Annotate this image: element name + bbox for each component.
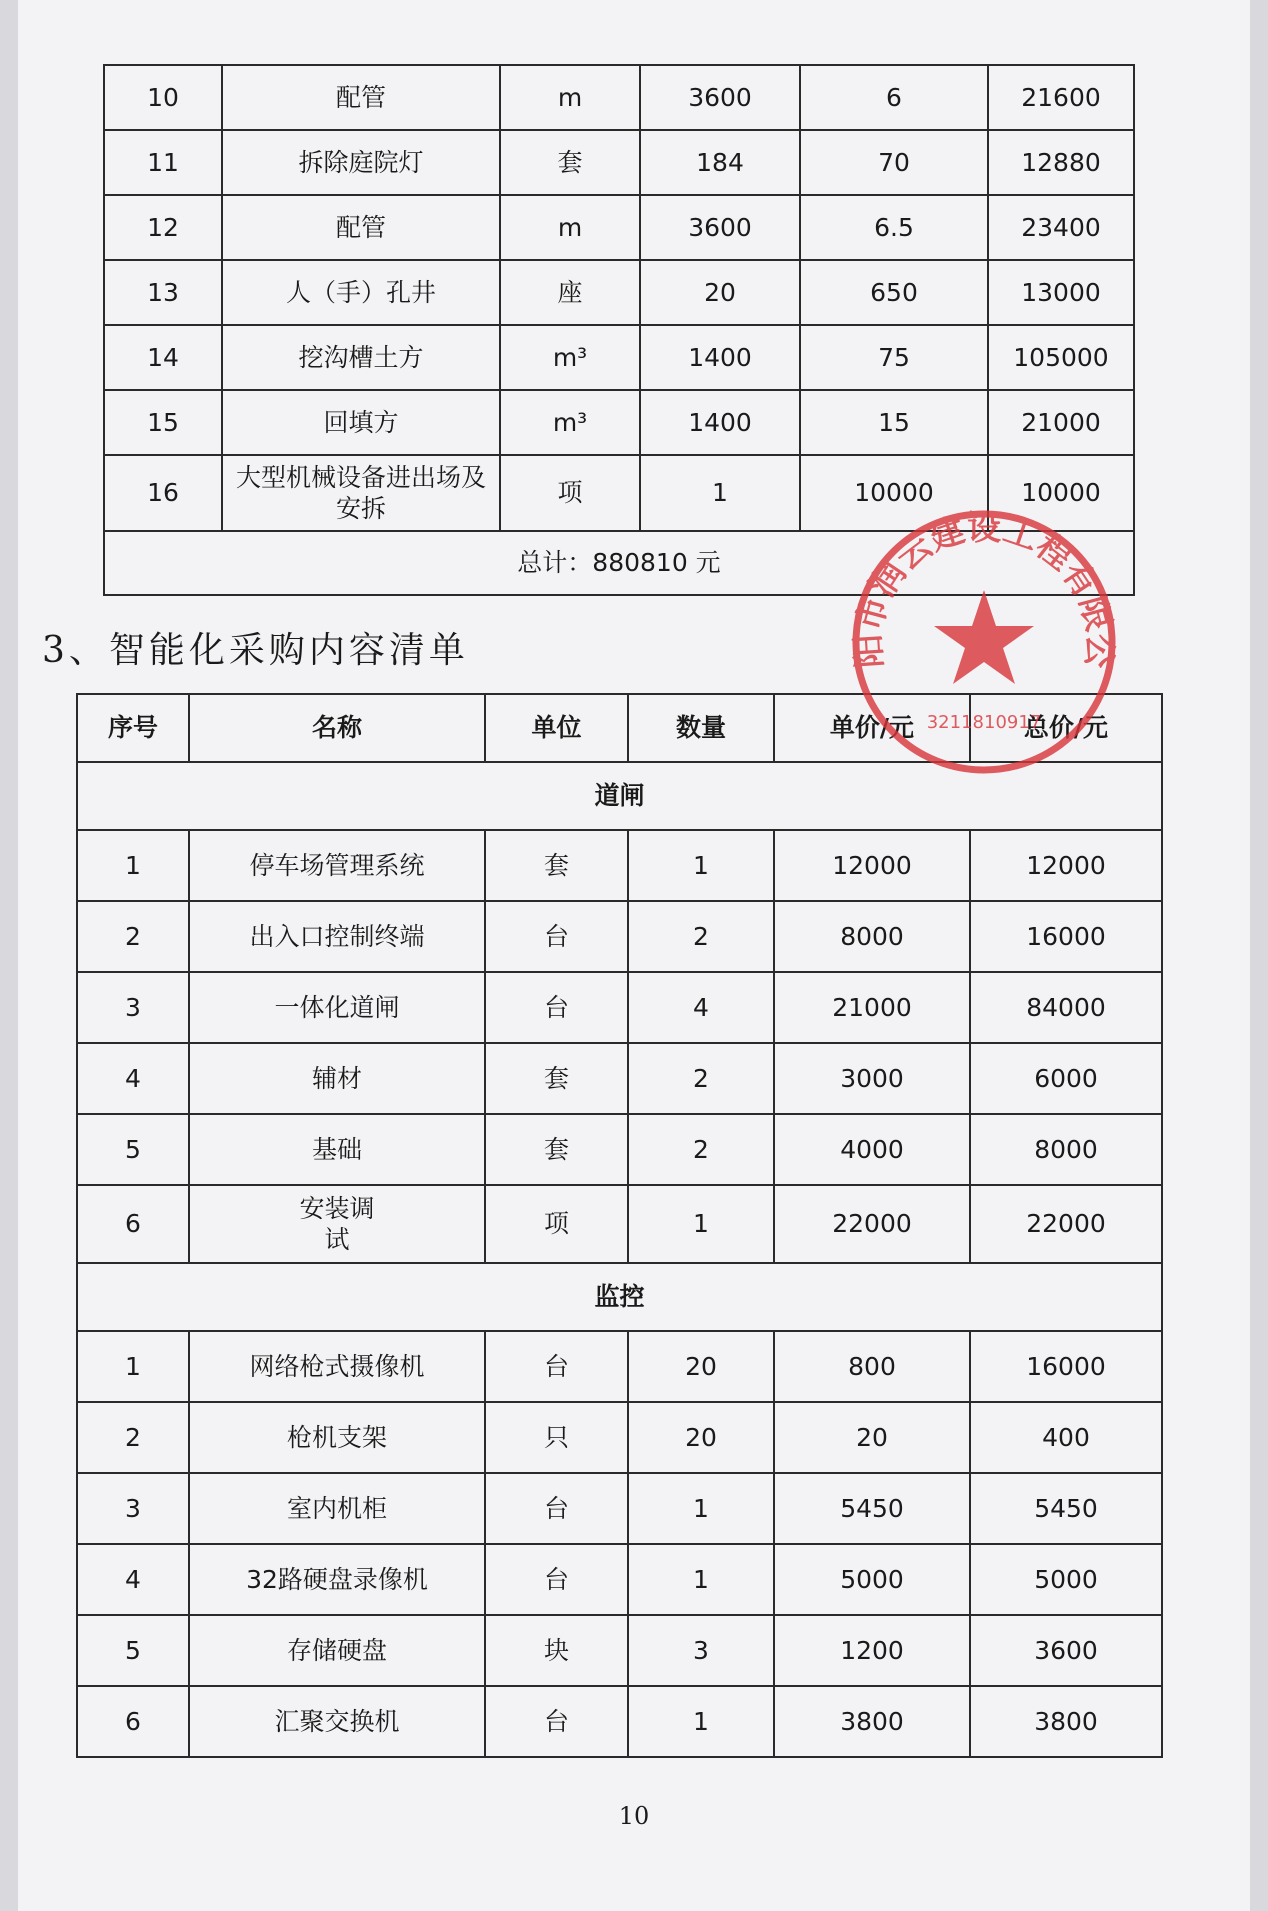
cell-qty: 1 [628, 1185, 774, 1263]
group-title: 监控 [77, 1263, 1162, 1331]
cell-price: 15 [800, 390, 988, 455]
cell-qty: 1400 [640, 325, 800, 390]
header-name: 名称 [189, 694, 485, 762]
cell-no: 10 [104, 65, 222, 130]
header-qty: 数量 [628, 694, 774, 762]
cell-qty: 1 [640, 455, 800, 531]
cell-price: 5450 [774, 1473, 970, 1544]
table-row [104, 260, 1134, 325]
cell-name: 大型机械设备进出场及安拆 [222, 455, 500, 531]
cell-no: 16 [104, 455, 222, 531]
cell-total: 5000 [970, 1544, 1162, 1615]
document-page [18, 0, 1250, 1911]
cell-unit: 台 [485, 1686, 628, 1757]
section-heading: 3、智能化采购内容清单 [42, 630, 469, 671]
cell-qty: 4 [628, 972, 774, 1043]
cell-no: 13 [104, 260, 222, 325]
table-row [104, 65, 1134, 130]
cell-total: 8000 [970, 1114, 1162, 1185]
page-number: 10 [618, 1802, 650, 1830]
cell-unit: 项 [485, 1185, 628, 1263]
cell-total: 21600 [988, 65, 1134, 130]
cell-unit: 台 [485, 1331, 628, 1402]
cell-name: 出入口控制终端 [189, 901, 485, 972]
cell-total: 22000 [970, 1185, 1162, 1263]
cell-unit: 套 [485, 830, 628, 901]
cell-price: 8000 [774, 901, 970, 972]
group-title: 道闸 [77, 762, 1162, 830]
cell-name: 安装调试 [189, 1185, 485, 1263]
cell-qty: 1 [628, 830, 774, 901]
cell-qty: 2 [628, 901, 774, 972]
cell-qty: 1 [628, 1544, 774, 1615]
cell-total: 3800 [970, 1686, 1162, 1757]
cell-price: 6 [800, 65, 988, 130]
table-row [77, 972, 1162, 1043]
cell-price: 1200 [774, 1615, 970, 1686]
cell-qty: 3 [628, 1615, 774, 1686]
cell-no: 5 [77, 1114, 189, 1185]
cell-unit: 套 [485, 1043, 628, 1114]
cell-unit: 座 [500, 260, 640, 325]
cell-name: 基础 [189, 1114, 485, 1185]
cell-name: 汇聚交换机 [189, 1686, 485, 1757]
cell-price: 21000 [774, 972, 970, 1043]
seal-text: 阳市润云建设工程有限公 [848, 508, 1120, 670]
cell-name: 枪机支架 [189, 1402, 485, 1473]
table-row [104, 325, 1134, 390]
table-row [77, 1473, 1162, 1544]
star-icon [934, 590, 1034, 684]
cell-name: 存储硬盘 [189, 1615, 485, 1686]
cell-qty: 1 [628, 1473, 774, 1544]
header-total: 总价/元 [970, 694, 1162, 762]
cell-price: 4000 [774, 1114, 970, 1185]
table-row [77, 901, 1162, 972]
cell-unit: 项 [500, 455, 640, 531]
cell-unit: 台 [485, 1473, 628, 1544]
cell-no: 3 [77, 972, 189, 1043]
cell-no: 14 [104, 325, 222, 390]
cell-unit: m [500, 195, 640, 260]
cell-no: 5 [77, 1615, 189, 1686]
cell-no: 3 [77, 1473, 189, 1544]
cell-total: 3600 [970, 1615, 1162, 1686]
cell-qty: 1 [628, 1686, 774, 1757]
cell-price: 10000 [800, 455, 988, 531]
cell-price: 75 [800, 325, 988, 390]
cell-total: 10000 [988, 455, 1134, 531]
cell-name: 网络枪式摄像机 [189, 1331, 485, 1402]
cell-no: 6 [77, 1686, 189, 1757]
cell-price: 70 [800, 130, 988, 195]
cell-unit: m³ [500, 390, 640, 455]
cell-unit: m [500, 65, 640, 130]
cell-total: 12000 [970, 830, 1162, 901]
cell-qty: 2 [628, 1043, 774, 1114]
cell-price: 22000 [774, 1185, 970, 1263]
cell-unit: 台 [485, 972, 628, 1043]
cell-no: 4 [77, 1544, 189, 1615]
cell-name: 回填方 [222, 390, 500, 455]
cell-no: 6 [77, 1185, 189, 1263]
cell-unit: 只 [485, 1402, 628, 1473]
intelligent-procurement-table [76, 693, 1163, 1758]
cell-price: 5000 [774, 1544, 970, 1615]
table-row [77, 1615, 1162, 1686]
company-seal [844, 502, 1124, 782]
header-price: 单价/元 [774, 694, 970, 762]
cell-price: 12000 [774, 830, 970, 901]
group-row-monitoring [77, 1263, 1162, 1331]
header-unit: 单位 [485, 694, 628, 762]
cell-unit: 台 [485, 1544, 628, 1615]
table-row [77, 1402, 1162, 1473]
cell-total: 12880 [988, 130, 1134, 195]
cell-no: 2 [77, 1402, 189, 1473]
cell-no: 2 [77, 901, 189, 972]
cell-unit: 套 [500, 130, 640, 195]
cell-total: 23400 [988, 195, 1134, 260]
header-no: 序号 [77, 694, 189, 762]
cell-no: 4 [77, 1043, 189, 1114]
cell-qty: 184 [640, 130, 800, 195]
grand-total: 总计：880810 元 [104, 531, 1134, 595]
seal-graphic [844, 502, 1124, 782]
cell-name: 拆除庭院灯 [222, 130, 500, 195]
cell-qty: 2 [628, 1114, 774, 1185]
cell-total: 5450 [970, 1473, 1162, 1544]
table-row [77, 830, 1162, 901]
cell-name: 配管 [222, 65, 500, 130]
cell-no: 1 [77, 1331, 189, 1402]
cell-qty: 20 [628, 1402, 774, 1473]
cell-name: 停车场管理系统 [189, 830, 485, 901]
table-row [77, 1114, 1162, 1185]
cell-qty: 20 [640, 260, 800, 325]
table-row [77, 1544, 1162, 1615]
cell-price: 650 [800, 260, 988, 325]
seal-number: 3211810917 [926, 712, 1042, 733]
cell-qty: 3600 [640, 65, 800, 130]
cell-no: 11 [104, 130, 222, 195]
cell-total: 84000 [970, 972, 1162, 1043]
cell-price: 3800 [774, 1686, 970, 1757]
cell-name: 辅材 [189, 1043, 485, 1114]
cell-unit: 块 [485, 1615, 628, 1686]
cell-name: 室内机柜 [189, 1473, 485, 1544]
cell-total: 13000 [988, 260, 1134, 325]
cell-price: 6.5 [800, 195, 988, 260]
cell-price: 20 [774, 1402, 970, 1473]
cell-no: 12 [104, 195, 222, 260]
cell-price: 800 [774, 1331, 970, 1402]
cell-total: 400 [970, 1402, 1162, 1473]
table-row [77, 1185, 1162, 1263]
cell-qty: 20 [628, 1331, 774, 1402]
cell-total: 16000 [970, 901, 1162, 972]
cell-qty: 1400 [640, 390, 800, 455]
cell-unit: 套 [485, 1114, 628, 1185]
table-row [104, 195, 1134, 260]
cell-unit: m³ [500, 325, 640, 390]
cell-name: 挖沟槽土方 [222, 325, 500, 390]
cell-name: 一体化道闸 [189, 972, 485, 1043]
cell-total: 21000 [988, 390, 1134, 455]
table-row [77, 1331, 1162, 1402]
table-row [77, 1043, 1162, 1114]
cell-total: 6000 [970, 1043, 1162, 1114]
table-row [104, 130, 1134, 195]
cell-unit: 台 [485, 901, 628, 972]
cell-name: 人（手）孔井 [222, 260, 500, 325]
table-row [104, 390, 1134, 455]
table-row [77, 1686, 1162, 1757]
cell-no: 15 [104, 390, 222, 455]
cell-total: 105000 [988, 325, 1134, 390]
cell-name: 32路硬盘录像机 [189, 1544, 485, 1615]
cell-qty: 3600 [640, 195, 800, 260]
cell-price: 3000 [774, 1043, 970, 1114]
cell-no: 1 [77, 830, 189, 901]
cell-name: 配管 [222, 195, 500, 260]
cell-total: 16000 [970, 1331, 1162, 1402]
